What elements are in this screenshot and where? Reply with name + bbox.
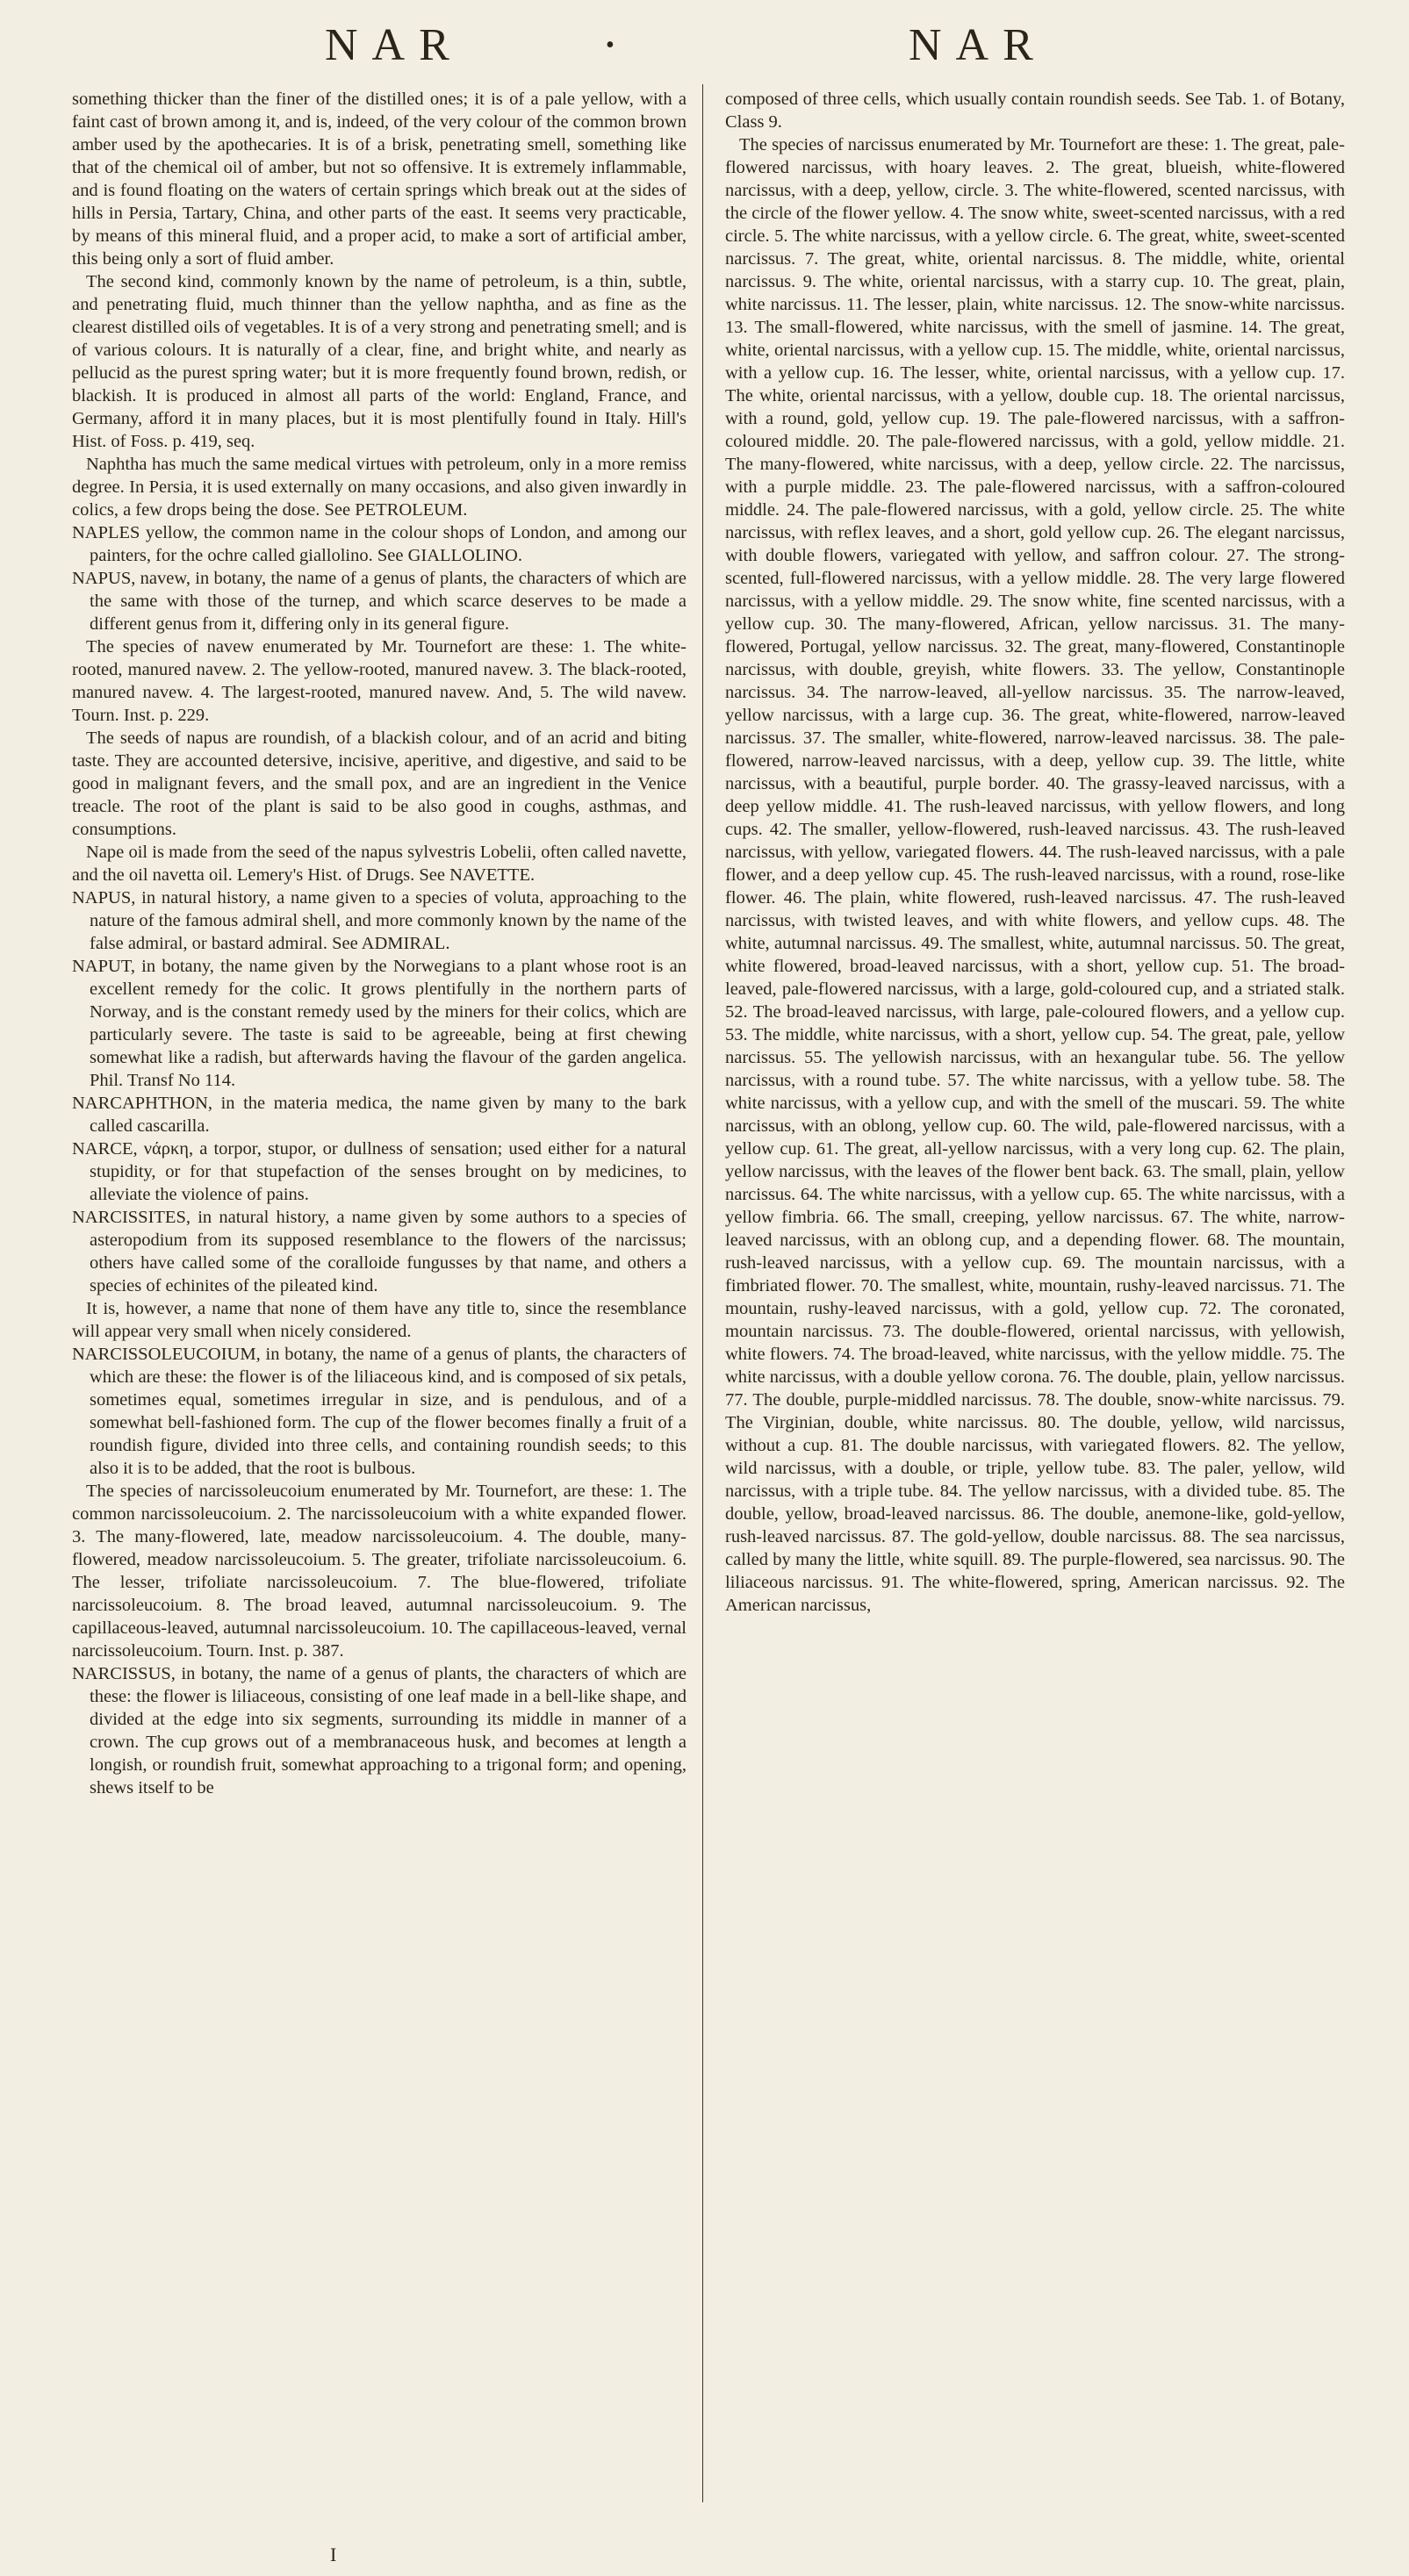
- right-column: [725, 88, 1345, 1617]
- header-left: NAR: [325, 20, 464, 70]
- paragraph: The species of narcissus enumerated by Mr. Tournefort are these: 1. The great, pale-flowered narcissus, with hoary leaves. 2. The great, blueish, white-flowered narcissus, with a deep, yellow, circle. 3. The white-flowered, scented narcissus, with the circle of the flower yellow. 4. The snow white, sweet-scented narcissus, with a red circle. 5. The white narcissus, with a yellow circle. 6. The great, white, sweet-scented narcissus. 7. The great, white, oriental narcissus. 8. The middle, white, oriental narcissus. 9. The white, oriental narcissus, with a starry cup. 10. The great, plain, white narcissus. 11. The lesser, plain, white narcissus. 12. The snow-white narcissus. 13. The small-flowered, white narcissus, with the smell of jasmine. 14. The great, white, oriental narcissus, with a yellow cup. 15. The middle, white, oriental narcissus, with a yellow cup. 16. The lesser, white, oriental narcissus, with a yellow cup. 17. The white, oriental narcissus, with a yellow, double cup. 18. The oriental narcissus, with a round, gold, yellow cup. 19. The pale-flowered narcissus, with a saffron-coloured middle. 20. The pale-flowered narcissus, with a gold, yellow middle. 21. The many-flowered, white narcissus, with a deep, yellow circle. 22. The narcissus, with a purple middle. 23. The pale-flowered narcissus, with a saffron-coloured middle. 24. The pale-flowered narcissus, with a gold, yellow circle. 25. The white narcissus, with reflex leaves, and a short, gold yellow cup. 26. The elegant narcissus, with double flowers, variegated with yellow, and saffron colour. 27. The strong-scented, full-flowered narcissus, with a yellow middle. 28. The very large flowered narcissus, with a yellow middle. 29. The snow white, fine scented narcissus, with a yellow cup. 30. The many-flowered, African, yellow narcissus. 31. The many-flowered, Portugal, yellow narcissus. 32. The great, many-flowered, Constantinople narcissus, with double, greyish, white flowers. 33. The yellow, Constantinople narcissus. 34. The narrow-leaved, all-yellow narcissus. 35. The narrow-leaved, yellow narcissus, with a large cup. 36. The great, white-flowered, narrow-leaved narcissus. 37. The smaller, white-flowered, narrow-leaved narcissus. 38. The pale-flowered, narrow-leaved narcissus, with a deep, yellow cup. 39. The little, white narcissus, with a beautiful, purple border. 40. The grassy-leaved narcissus, with a deep yellow middle. 41. The rush-leaved narcissus, with yellow flowers, and long cups. 42. The smaller, yellow-flowered, rush-leaved narcissus. 43. The rush-leaved narcissus, with yellow, variegated flowers. 44. The rush-leaved narcissus, with a pale flower, and a deep yellow cup. 45. The rush-leaved narcissus, with a round, rose-like flower. 46. The plain, white flowered, rush-leaved narcissus. 47. The rush-leaved narcissus, with twisted leaves, and with white flowers, and yellow cups. 48. The white, autumnal narcissus. 49. The smallest, white, autumnal narcissus. 50. The great, white flowered, broad-leaved narcissus, with a short, yellow cup. 51. The broad-leaved, pale-flowered narcissus, with a large, gold-coloured cup, and a striated stalk. 52. The broad-leaved narcissus, with large, pale-coloured flowers, and a yellow cup. 53. The middle, white narcissus, with a short, yellow cup. 54. The great, pale, yellow narcissus. 55. The yellowish narcissus, with an hexangular tube. 56. The yellow narcissus, with a round tube. 57. The white narcissus, with a yellow tube. 58. The white narcissus, with a yellow cup, and with the smell of the muscari. 59. The white narcissus, with an oblong, yellow cup. 60. The wild, pale-flowered narcissus, with a yellow cup. 61. The great, all-yellow narcissus, with a very long cup. 62. The plain, yellow narcissus, with the leaves of the flower bent back. 63. The small, plain, yellow narcissus. 64. The white narcissus, with a yellow cup. 65. The white narcissus, with a yellow fimbria. 66. The small, creeping, yellow narcissus. 67. The white, narrow-leaved narcissus, with an oblong cup, and a depending flower. 68. The mountain, rush-leaved narcissus, with a yellow cup. 69. The mountain narcissus, with a fimbriated flower. 70. The smallest, white, mountain, rushy-leaved narcissus. 71. The mountain, rushy-leaved narcissus, with a gold, yellow cup. 72. The coronated, mountain narcissus. 73. The double-flowered, oriental narcissus, with yellowish, white flowers. 74. The broad-leaved, white narcissus, with the yellow middle. 75. The white narcissus, with a double yellow corona. 76. The double, plain, yellow narcissus. 77. The double, purple-middled narcissus. 78. The double, snow-white narcissus. 79. The Virginian, double, white narcissus. 80. The double, yellow, wild narcissus, without a cup. 81. The double narcissus, with variegated flowers. 82. The yellow, wild narcissus, with a double, or triple, yellow tube. 83. The paler, yellow, wild narcissus, with a triple tube. 84. The yellow narcissus, with a divided tube. 85. The double, yellow, broad-leaved narcissus. 86. The double, anemone-like, gold-yellow, rush-leaved narcissus. 87. The gold-yellow, double narcissus. 88. The sea narcissus, called by many the little, white squill. 89. The purple-flowered, sea narcissus. 90. The liliaceous narcissus. 91. The white-flowered, spring, American narcissus. 92. The American narcissus,: [725, 135, 1345, 1615]
- signature-mark: I: [330, 2544, 337, 2565]
- paragraph: Nape oil is made from the seed of the napus sylvestris Lobelii, often called navette, and the oil navetta oil. Lemery's Hist. of Drugs. See NAVETTE.: [72, 843, 687, 885]
- entry-naput: NAPUT, in botany, the name given by the Norwegians to a plant whose root is an excellent remedy for the colic. It grows plentifully in the northern parts of Norway, and is the constant remedy used by the miners for their colics, which are particularly severe. The taste is said to be agreeable, being at first chewing somewhat like a radish, but afterwards having the flavour of the garden angelica. Phil. Transf No 114.: [72, 957, 687, 1090]
- paragraph: Naphtha has much the same medical virtues with petroleum, only in a more remiss degree. In Persia, it is used externally on many occasions, and also given inwardly in colics, a few drops being the dose. See PETROLEUM.: [72, 455, 687, 520]
- left-column: [72, 88, 687, 1799]
- entry-napus: NAPUS, navew, in botany, the name of a genus of plants, the characters of which are the same with those of the turnep, and which scarce deserves to be made a different genus from it, differing only in its general figure.: [72, 569, 687, 634]
- paragraph: It is, however, a name that none of them have any title to, since the resemblance will appear very small when nicely considered.: [72, 1299, 687, 1341]
- entry-narcissoleucoium: NARCISSOLEUCOIUM, in botany, the name of a genus of plants, the characters of which are these: the flower is of the liliaceous kind, and is composed of six petals, sometimes equal, sometimes irregular in size, and is pendulous, and of a somewhat bell-fashioned form. The cup of the flower becomes finally a fruit of a roundish figure, divided into three cells, and containing roundish seeds; to this also it is to be added, that the root is bulbous.: [72, 1345, 687, 1478]
- entry-napus-natural-history: NAPUS, in natural history, a name given to a species of voluta, approaching to the nature of the famous admiral shell, and more commonly known by the name of the false admiral, or bastard admiral. See ADMIRAL.: [72, 888, 687, 953]
- paragraph: composed of three cells, which usually contain roundish seeds. See Tab. 1. of Botany, Class 9.: [725, 90, 1345, 132]
- paragraph: The seeds of napus are roundish, of a blackish colour, and of an acrid and biting taste. They are accounted detersive, incisive, aperitive, and digestive, and said to be good in malignant fevers, and the small pox, and are an ingredient in the Venice treacle. The root of the plant is said to be also good in coughs, asthmas, and consumptions.: [72, 728, 687, 839]
- entry-narcaphthon: NARCAPHTHON, in the materia medica, the name given by many to the bark called cascarilla.: [72, 1094, 687, 1136]
- paragraph: something thicker than the finer of the distilled ones; it is of a pale yellow, with a faint cast of brown among it, and is, indeed, of the very colour of the common brown amber used by the apothecaries. It is of a brisk, penetrating smell, something like that of the chemical oil of amber, but not so offensive. It is extremely inflammable, and is found floating on the waters of certain springs which break out at the sides of hills in Persia, Tartary, China, and other parts of the east. It seems very practicable, by means of this mineral fluid, and a proper acid, to make a sort of artificial amber, this being only a sort of fluid amber.: [72, 90, 687, 269]
- entry-naples-yellow: NAPLES yellow, the common name in the colour shops of London, and among our painters, for the ochre called giallolino. See GIALLOLINO.: [72, 523, 687, 565]
- paragraph: The species of narcissoleucoium enumerated by Mr. Tournefort, are these: 1. The common narcissoleucoium. 2. The narcissoleucoium with a white expanded flower. 3. The many-flowered, late, meadow narcissoleucoium. 4. The double, many-flowered, meadow narcissoleucoium. 5. The greater, trifoliate narcissoleucoium. 6. The lesser, trifoliate narcissoleucoium. 7. The blue-flowered, trifoliate narcissoleucoium. 8. The broad leaved, autumnal narcissoleucoium. 9. The capillaceous-leaved, autumnal narcissoleucoium. 10. The capillaceous-leaved, vernal narcissoleucoium. Tourn. Inst. p. 387.: [72, 1482, 687, 1661]
- entry-narcissites: NARCISSITES, in natural history, a name given by some authors to a species of asteropodium from its supposed resemblance to the flowers of the narcissus; others have called some of the coralloide fungusses by that name, and others a species of echinites of the pileated kind.: [72, 1208, 687, 1295]
- entry-narcissus: NARCISSUS, in botany, the name of a genus of plants, the characters of which are these: the flower is liliaceous, consisting of one leaf made in a bell-like shape, and divided at the edge into six segments, surrounding its middle in manner of a crown. The cup grows out of a membranaceous husk, and becomes at length a longish, or roundish fruit, somewhat approaching to a trigonal form; and opening, shews itself to be: [72, 1664, 687, 1797]
- header-ornament: •: [606, 32, 615, 59]
- running-header: [0, 19, 1409, 72]
- header-right: NAR: [909, 20, 1047, 70]
- entry-narce: NARCE, νάρκη, a torpor, stupor, or dullness of sensation; used either for a natural stupidity, or for that stupefaction of the senses brought on by medicines, to alleviate the violence of pains.: [72, 1139, 687, 1204]
- paragraph: The species of navew enumerated by Mr. Tournefort are these: 1. The white-rooted, manured navew. 2. The yellow-rooted, manured navew. 3. The black-rooted, manured navew. 4. The largest-rooted, manured navew. And, 5. The wild navew. Tourn. Inst. p. 229.: [72, 637, 687, 725]
- column-divider: [702, 84, 703, 2502]
- paragraph: The second kind, commonly known by the name of petroleum, is a thin, subtle, and penetrating fluid, much thinner than the yellow naphtha, and as fine as the clearest distilled oils of vegetables. It is of a very strong and penetrating smell; and is of various colours. It is naturally of a clear, fine, and bright white, and nearly as pellucid as the purest spring water; but it is more frequently found brown, redish, or blackish. It is produced in almost all parts of the world: England, France, and Germany, afford it in many places, but it is most plentifully found in Italy. Hill's Hist. of Foss. p. 419, seq.: [72, 272, 687, 451]
